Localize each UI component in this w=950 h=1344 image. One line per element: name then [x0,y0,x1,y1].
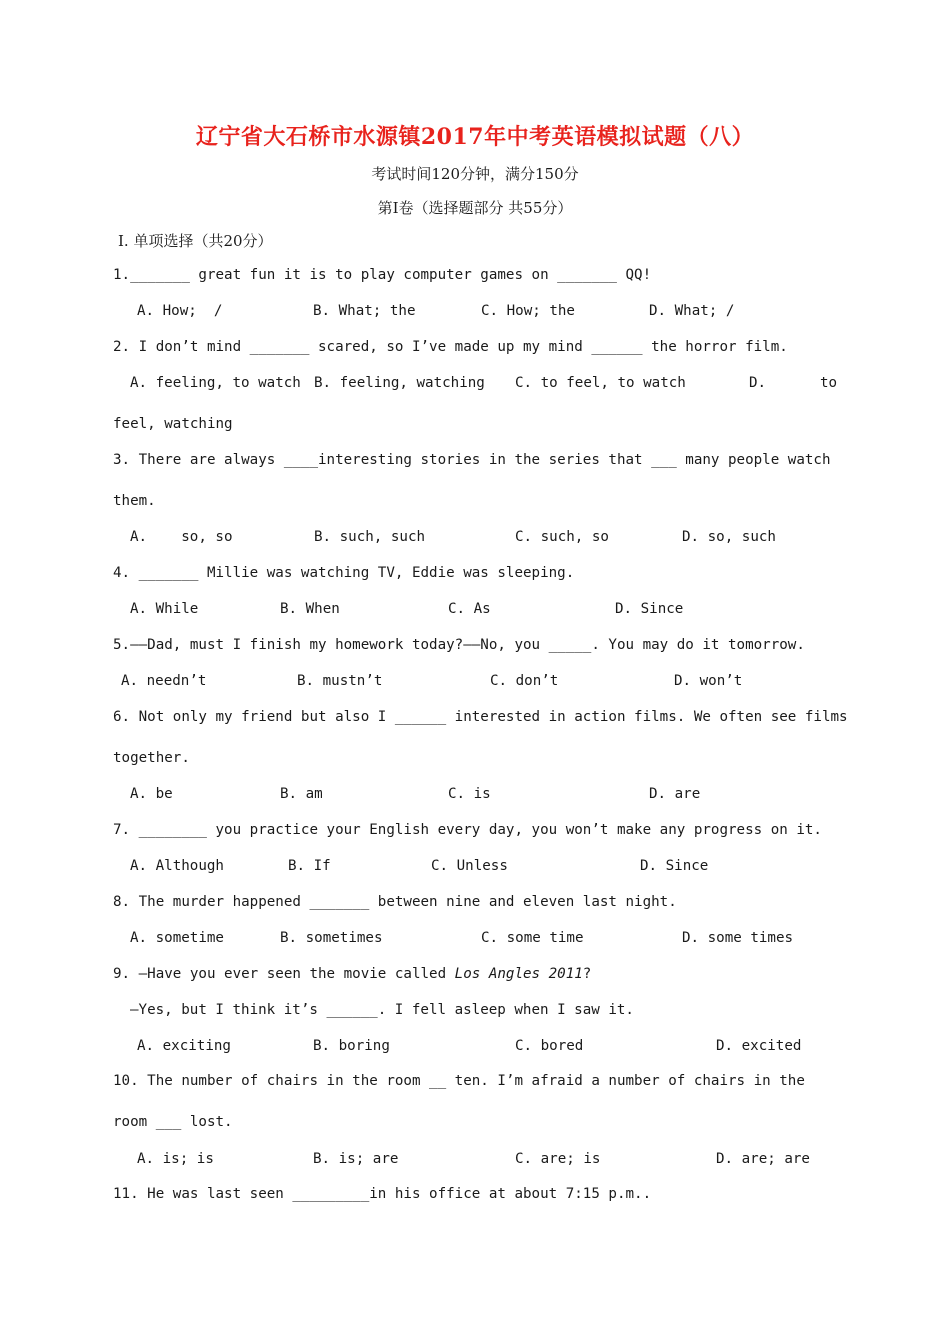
question-6: 6. Not only my friend but also I ______ interested in action films. We often see films [113,709,848,725]
q9-option-b: B. boring [313,1038,390,1054]
q5-option-c: C. don’t [490,673,559,689]
q10-option-d: D. are; are [716,1151,810,1167]
q10-option-b: B. is; are [313,1151,399,1167]
q9-text: 9. —Have you ever seen the movie called [113,966,455,982]
question-9 [113,966,591,982]
q5-option-b: B. mustn’t [297,673,383,689]
q1-option-c: C. How; the [481,303,575,319]
q8-option-b: B. sometimes [280,930,383,946]
q6-option-c: C. is [448,786,491,802]
q10-option-a: A. is; is [137,1151,214,1167]
exam-info: 考试时间120分钟，满分150分 [371,165,579,183]
question-10-cont: room ___ lost. [113,1114,233,1130]
q5-option-d: D. won’t [674,673,743,689]
q4-option-a: A. While [130,601,199,617]
q1-option-d: D. What; / [649,303,735,319]
question-1: 1._______ great fun it is to play computer games on _______ QQ! [113,267,652,283]
q10-option-c: C. are; is [515,1151,601,1167]
question-4: 4. _______ Millie was watching TV, Eddie was sleeping. [113,565,575,581]
part-heading: 第Ⅰ卷（选择题部分 共55分） [377,199,573,217]
q8-option-d: D. some times [682,930,794,946]
q2-option-d: D. [749,375,767,391]
q7-option-d: D. Since [640,858,709,874]
q7-option-c: C. Unless [431,858,508,874]
q6-option-d: D. are [649,786,701,802]
q9-option-a: A. exciting [137,1038,231,1054]
q1-option-a: A. How; / [137,303,223,319]
page-title: 辽宁省大石桥市水源镇2017年中考英语模拟试题（八） [195,124,755,150]
q2-option-a: A. feeling, to watch [130,375,301,391]
q1-option-b: B. What; the [313,303,416,319]
q2-option-d-text: to [820,375,838,391]
q4-option-c: C. As [448,601,491,617]
q3-option-d: D. so, such [682,529,776,545]
question-10: 10. The number of chairs in the room __ ten. I’m afraid a number of chairs in the [113,1073,805,1089]
question-2: 2. I don’t mind _______ scared, so I’ve made up my mind ______ the horror film. [113,339,788,355]
section-heading: Ⅰ. 单项选择（共20分） [118,232,273,250]
question-8: 8. The murder happened _______ between nine and eleven last night. [113,894,677,910]
question-9-reply: —Yes, but I think it’s ______. I fell asleep when I saw it. [130,1002,634,1018]
q2-option-c: C. to feel, to watch [515,375,686,391]
q7-option-a: A. Although [130,858,224,874]
question-6-cont: together. [113,750,190,766]
q3-option-c: C. such, so [515,529,609,545]
q2-option-b: B. feeling, watching [314,375,485,391]
q9-option-d: D. excited [716,1038,802,1054]
q7-option-b: B. If [288,858,331,874]
q3-option-b: B. such, such [314,529,426,545]
question-3-cont: them. [113,493,156,509]
movie-title: Los Angles 2011 [454,966,583,982]
q4-option-b: B. When [280,601,340,617]
q9-end: ? [582,966,592,982]
q6-option-a: A. be [130,786,173,802]
q6-option-b: B. am [280,786,323,802]
q5-option-a: A. needn’t [121,673,207,689]
q8-option-a: A. sometime [130,930,224,946]
q9-option-c: C. bored [515,1038,584,1054]
question-5: 5.——Dad, must I finish my homework today?——No, you _____. You may do it tomorrow. [113,637,805,653]
question-11: 11. He was last seen _________in his office at about 7:15 p.m.. [113,1186,652,1202]
question-3: 3. There are always ____interesting stories in the series that ___ many people watch [113,452,831,468]
q2-option-d-wrap: feel, watching [113,416,233,432]
q3-option-a: A. so, so [130,529,233,545]
q8-option-c: C. some time [481,930,584,946]
question-7: 7. ________ you practice your English every day, you won’t make any progress on it. [113,822,822,838]
q4-option-d: D. Since [615,601,684,617]
